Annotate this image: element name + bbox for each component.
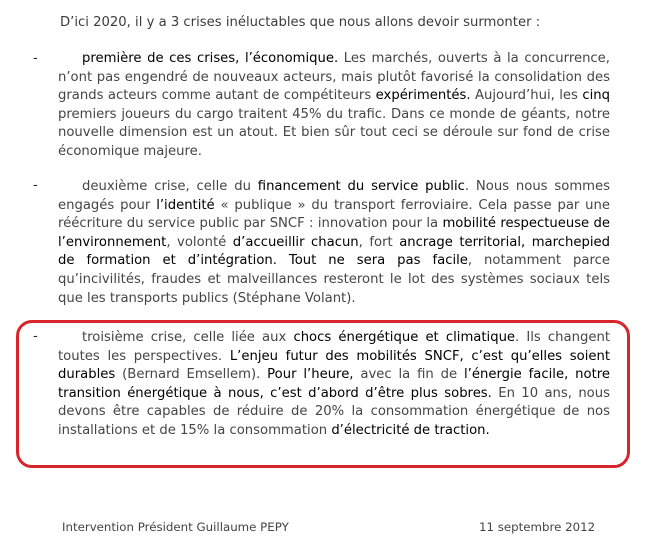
emphasized-phrase: d’électricité de traction.	[331, 422, 490, 438]
text-run: troisième crise, celle liée aux	[82, 330, 294, 345]
bullet-marker: -	[33, 51, 38, 66]
emphasized-phrase: d’accueillir chacun	[232, 234, 359, 250]
emphasized-phrase: l’identité	[156, 197, 215, 213]
bullet-paragraph-energy-climate-crisis	[58, 329, 610, 441]
text-run	[277, 253, 289, 268]
text-run: . Ils changent toutes les perspectives.	[58, 330, 610, 364]
text-run: Aujourd’hui, les	[470, 88, 583, 104]
emphasized-phrase: chocs énergétique et climatique	[293, 330, 516, 345]
emphasized-phrase: cinq	[582, 88, 610, 104]
text-run: , fort	[358, 234, 400, 250]
emphasized-phrase: Tout ne sera pas facile	[288, 253, 468, 269]
text-run: . Nous nous sommes engagés pour	[58, 179, 610, 213]
text-run: deuxième crise, celle du	[82, 179, 258, 194]
emphasized-phrase: expérimentés.	[375, 88, 471, 104]
emphasized-phrase: L’enjeu futur des mobilités SNCF, c’est qu’elles soient durables	[58, 348, 610, 383]
emphasized-phrase: financement du service public	[257, 179, 465, 194]
emphasized-phrase: Pour l’heure,	[267, 367, 354, 383]
bullet-paragraph-economic-crisis	[58, 50, 610, 162]
text-run: En 10 ans, nous devons être capables de réduire de 20% la consommation énergétique de nos installations et de 15% la consommation	[58, 385, 610, 438]
intro-sentence: D’ici 2020, il y a 3 crises inéluctables que nous allons devoir surmonter :	[60, 15, 541, 30]
text-run: , notamment parce qu’incivilités, fraudes et malveillances resteront le lot des systèmes sociaux tels que les transports publics (Stéphane Volant).	[58, 253, 610, 306]
text-run: « publique » du transport ferroviaire. Cela passe par une réécriture du service public par SNCF : innovation pour la	[58, 197, 610, 232]
footer-date: 11 septembre 2012	[479, 520, 596, 534]
bullet-paragraph-public-service-crisis	[58, 178, 610, 308]
text-run: premiers joueurs du cargo traitent 45% du trafic. Dans ce monde de géants, notre nouvelle dimension est un atout. Et bien sûr tout ceci se déroule sur fond de crise économique majeure.	[58, 106, 610, 159]
bullet-marker: -	[33, 178, 38, 193]
text-run: (Bernard Emsellem).	[115, 367, 268, 383]
text-run: Les marchés, ouverts à la concurrence, n’ont pas engendré de nouveaux acteurs, mais plutôt favorisé la consolidation des grands acteurs comme autant de compétiteurs	[58, 51, 610, 104]
text-run: avec la fin de	[353, 367, 465, 383]
text-run: , volonté	[166, 234, 233, 250]
emphasized-phrase: ancrage territorial, marchepied de formation et d’intégration.	[58, 234, 611, 269]
bullet-marker: -	[33, 329, 38, 344]
emphasized-phrase: l’énergie facile, notre transition énergétique à nous, c’est d’abord d’être plus sobres.	[58, 367, 610, 401]
emphasized-phrase: première de ces crises, l’économique.	[82, 51, 339, 66]
emphasized-phrase: mobilité respectueuse de l’environnement	[58, 216, 610, 250]
footer-speaker: Intervention Président Guillaume PEPY	[62, 520, 289, 534]
